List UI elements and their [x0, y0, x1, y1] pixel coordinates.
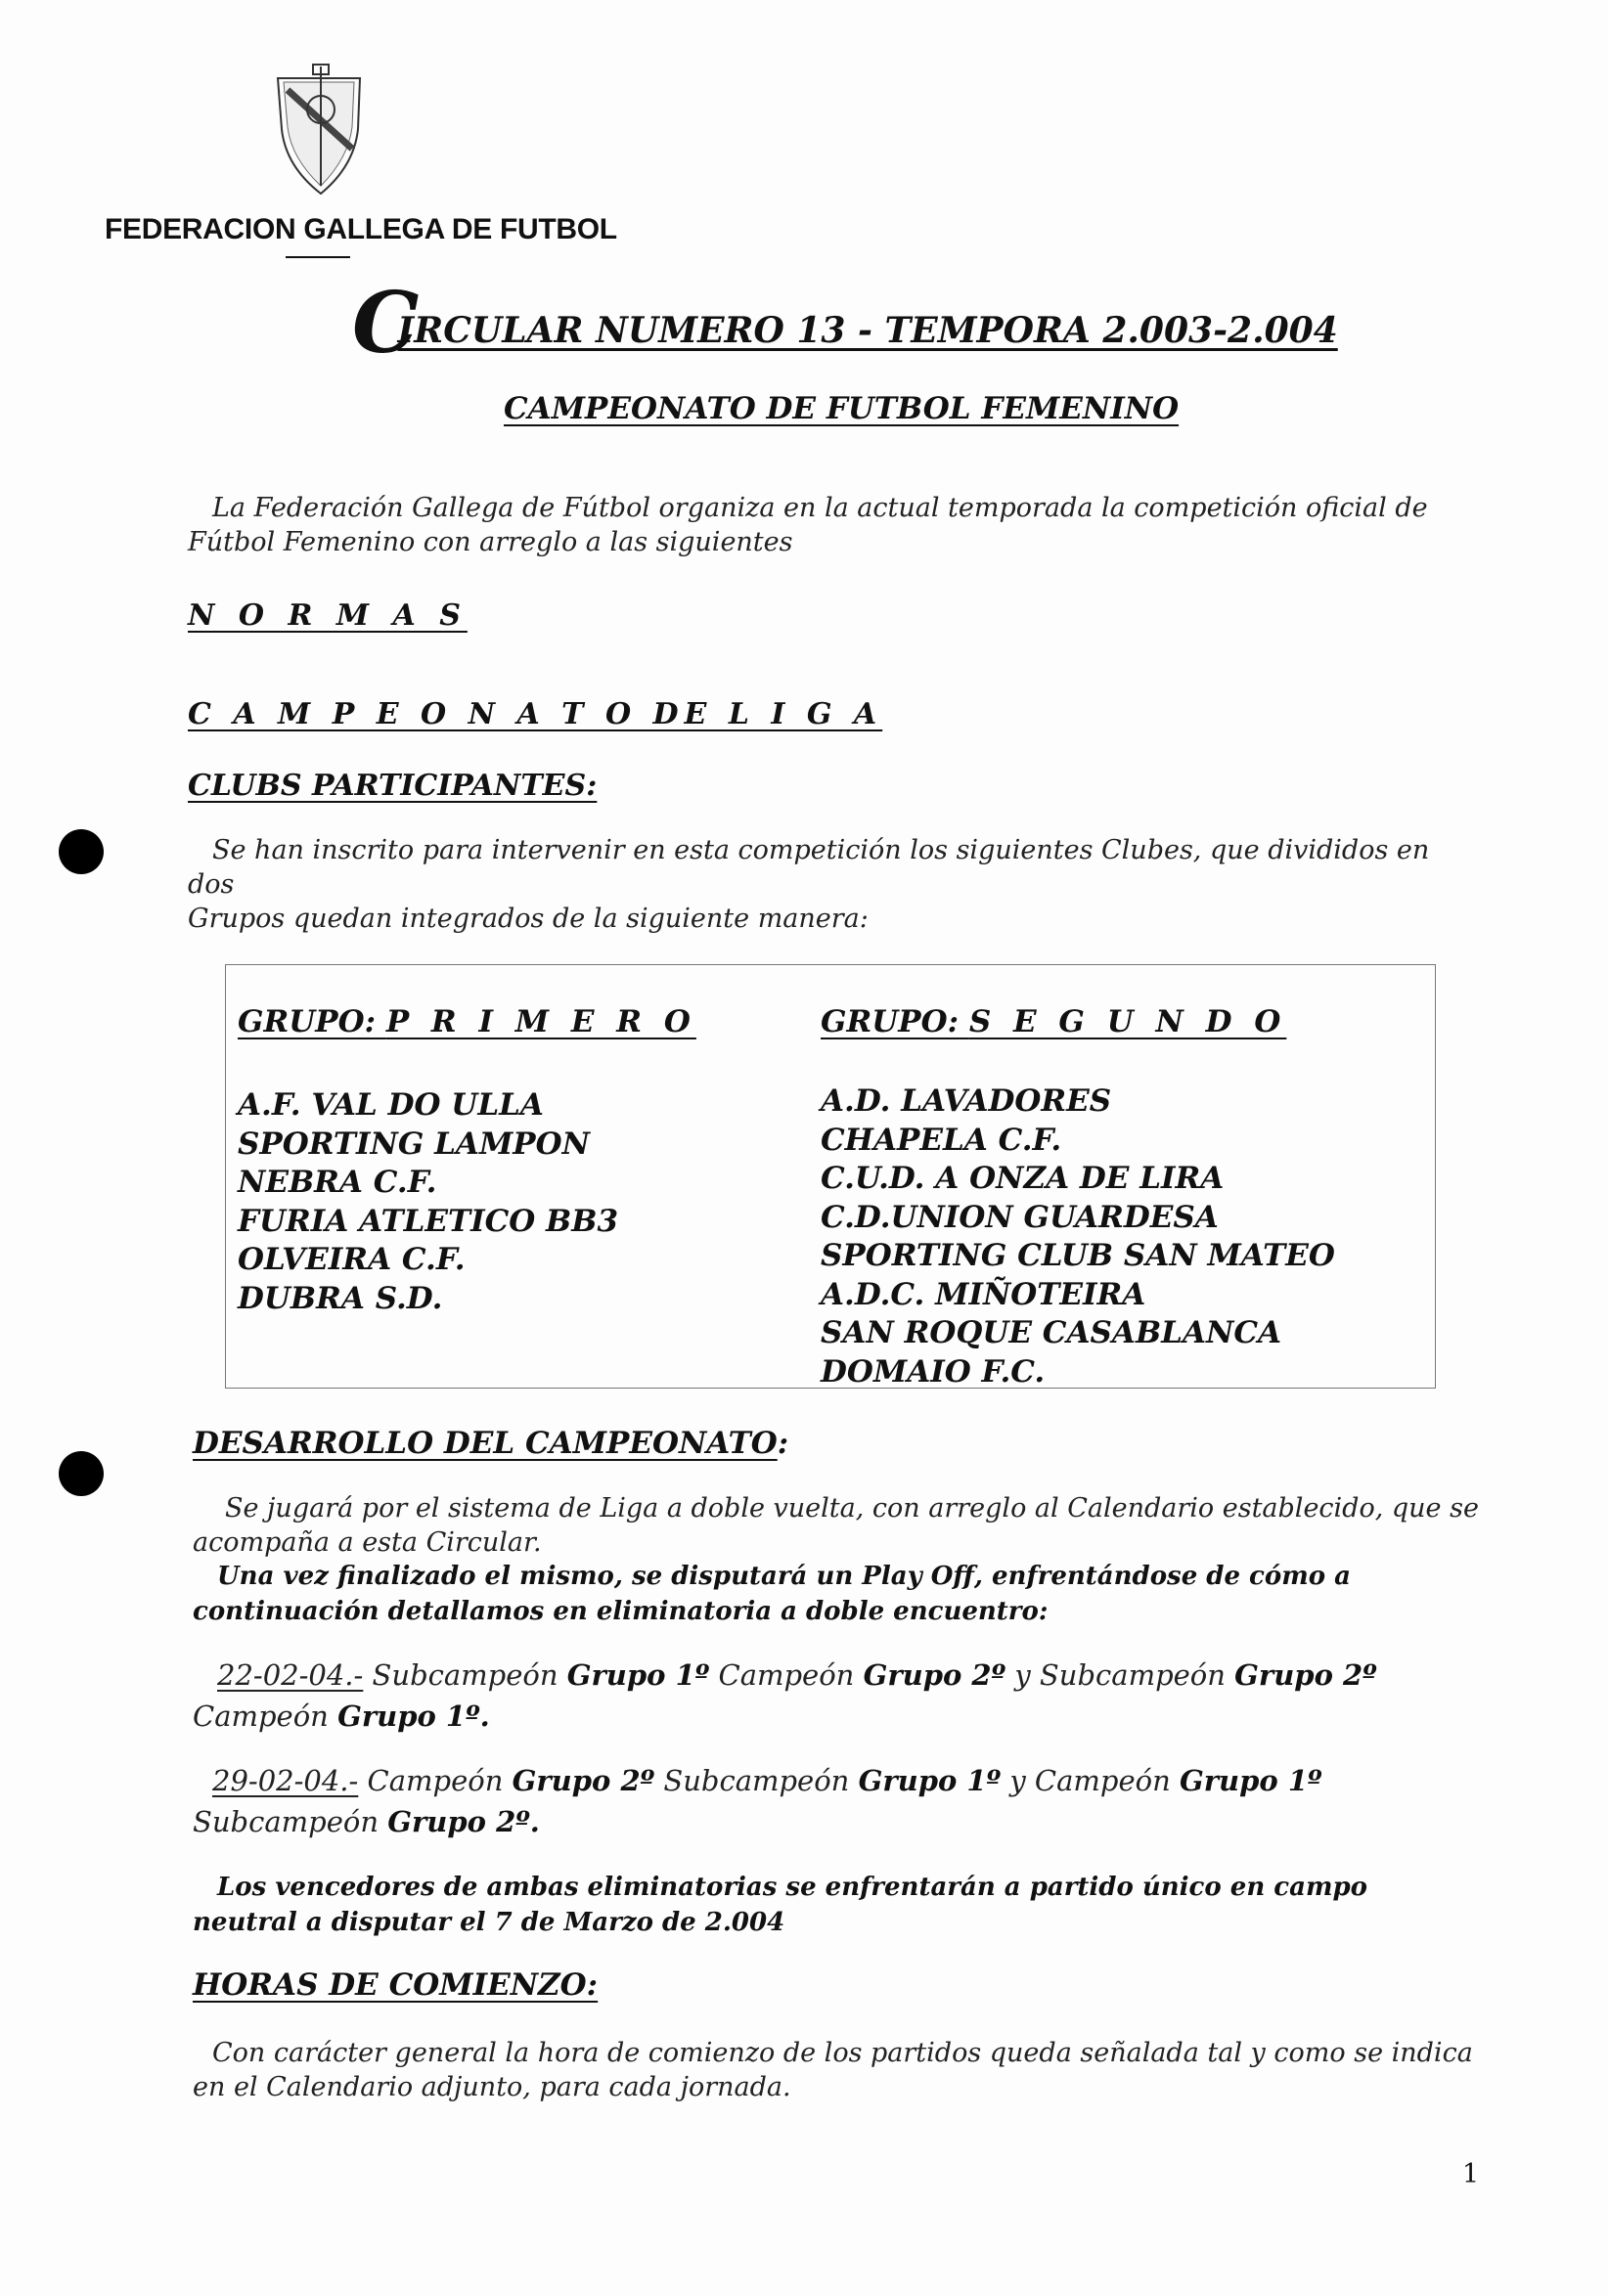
club-item: SPORTING LAMPON: [238, 1126, 590, 1162]
match-group: Grupo 2º: [512, 1764, 655, 1797]
club-item: A.D.C. MIÑOTEIRA: [821, 1276, 1146, 1312]
inscription-line-2: Grupos quedan integrados de la siguiente manera:: [188, 904, 869, 935]
final-line-1: Los vencedores de ambas eliminatorias se enfrentarán a partido único en campo: [217, 1873, 1367, 1902]
match-text: Campeón: [358, 1764, 513, 1797]
match-group: Grupo 2º: [863, 1658, 1006, 1692]
match-text: Subcampeón: [363, 1658, 567, 1692]
desarrollo-heading-colon: :: [777, 1426, 789, 1461]
inscription-paragraph: [188, 833, 1479, 936]
clubs-heading: CLUBS PARTICIPANTES:: [188, 769, 598, 803]
federation-crest-logo: [274, 61, 364, 198]
final-line-2: neutral a disputar el 7 de Marzo de 2.004: [193, 1908, 785, 1938]
organization-underline: [286, 256, 350, 258]
group-second-name: S E G U N D O: [968, 1004, 1287, 1039]
club-item: DOMAIO F.C.: [821, 1353, 1046, 1390]
desarrollo-line-1: Se jugará por el sistema de Liga a doble vuelta, con arreglo al Calendario establecido, que se: [225, 1493, 1479, 1523]
page-number: 1: [1462, 2159, 1480, 2189]
punch-hole-bottom: [59, 1451, 104, 1496]
inscription-line-1: Se han inscrito para intervenir en esta competición los siguientes Clubes, que divididos en dos: [188, 835, 1430, 901]
punch-hole-top: [59, 829, 104, 874]
club-item: SAN ROQUE CASABLANCA: [821, 1315, 1282, 1350]
match-group: Grupo 1º: [1180, 1764, 1322, 1797]
circular-title: [352, 274, 1338, 373]
intro-line-2: Fútbol Femenino con arreglo a las siguientes: [188, 527, 793, 558]
match-text: Subcampeón: [654, 1764, 859, 1797]
club-item: DUBRA S.D.: [238, 1280, 443, 1316]
desarrollo-paragraph: [193, 1491, 1484, 1560]
playoff-line-2: continuación detallamos en eliminatoria a doble encuentro:: [193, 1597, 1049, 1627]
match-text: y Campeón: [1001, 1764, 1180, 1797]
desarrollo-heading-text: DESARROLLO DEL CAMPEONATO: [193, 1426, 778, 1461]
club-item: FURIA ATLETICO BB3: [238, 1203, 619, 1239]
match-group: Grupo 1º.: [337, 1700, 490, 1734]
match-2-date: 29-02-04.-: [212, 1764, 359, 1797]
campeonato-liga-heading: C A M P E O N A T O DE L I G A: [188, 697, 883, 731]
match-text: Campeón: [193, 1700, 338, 1734]
horas-line-1: Con carácter general la hora de comienzo de los partidos queda señalada tal y como se indica: [212, 2038, 1473, 2068]
group-second-heading: [821, 1004, 1335, 1039]
club-item: OLVEIRA C.F.: [238, 1242, 466, 1277]
desarrollo-heading: [193, 1426, 788, 1461]
group-second: [821, 1004, 1335, 1391]
match-2-paragraph: [193, 1760, 1474, 1842]
group-first-heading: [238, 1004, 696, 1039]
horas-heading: HORAS DE COMIENZO:: [193, 1967, 599, 2003]
horas-paragraph: [193, 2036, 1484, 2104]
group-first: [238, 1004, 696, 1318]
group-first-name: P R I M E R O: [385, 1004, 696, 1039]
normas-heading: N O R M A S: [188, 598, 468, 633]
club-item: CHAPELA C.F.: [821, 1122, 1062, 1158]
match-1-paragraph: [193, 1655, 1474, 1737]
match-text: Campeón: [709, 1658, 864, 1692]
title-initial: C: [352, 274, 420, 373]
club-item: NEBRA C.F.: [238, 1165, 437, 1200]
organization-name: FEDERACION GALLEGA DE FUTBOL: [105, 213, 617, 245]
club-item: A.D. LAVADORES: [821, 1083, 1112, 1119]
groups-box: [225, 964, 1436, 1389]
title-rest: IRCULAR NUMERO 13 - TEMPORA 2.003-2.004: [397, 310, 1338, 351]
match-1-date: 22-02-04.-: [217, 1658, 364, 1692]
group-second-label: GRUPO:: [821, 1004, 960, 1039]
match-group: Grupo 2º.: [387, 1805, 540, 1839]
final-paragraph: [193, 1870, 1474, 1941]
match-group: Grupo 1º: [566, 1658, 710, 1692]
club-item: C.U.D. A ONZA DE LIRA: [821, 1161, 1225, 1196]
match-group: Grupo 1º: [858, 1764, 1002, 1797]
desarrollo-line-2: acompaña a esta Circular.: [193, 1527, 542, 1559]
intro-line-1: La Federación Gallega de Fútbol organiza en la actual temporada la competición oficial de: [212, 493, 1428, 523]
match-group: Grupo 2º: [1234, 1658, 1377, 1692]
document-subtitle: CAMPEONATO DE FUTBOL FEMENINO: [504, 391, 1180, 426]
playoff-paragraph: [193, 1559, 1474, 1630]
match-text: y Subcampeón: [1005, 1658, 1235, 1692]
intro-paragraph: [188, 491, 1479, 559]
club-item: A.F. VAL DO ULLA: [238, 1087, 544, 1123]
group-first-label: GRUPO:: [238, 1004, 377, 1039]
club-item: C.D.UNION GUARDESA: [821, 1199, 1219, 1235]
playoff-line-1: Una vez finalizado el mismo, se disputará un Play Off, enfrentándose de cómo a: [217, 1562, 1351, 1591]
match-text: Subcampeón: [193, 1805, 388, 1839]
group-second-club-list: [821, 1082, 1335, 1391]
club-item: SPORTING CLUB SAN MATEO: [821, 1238, 1335, 1273]
group-first-club-list: [238, 1086, 696, 1318]
horas-line-2: en el Calendario adjunto, para cada jornada.: [193, 2072, 791, 2103]
